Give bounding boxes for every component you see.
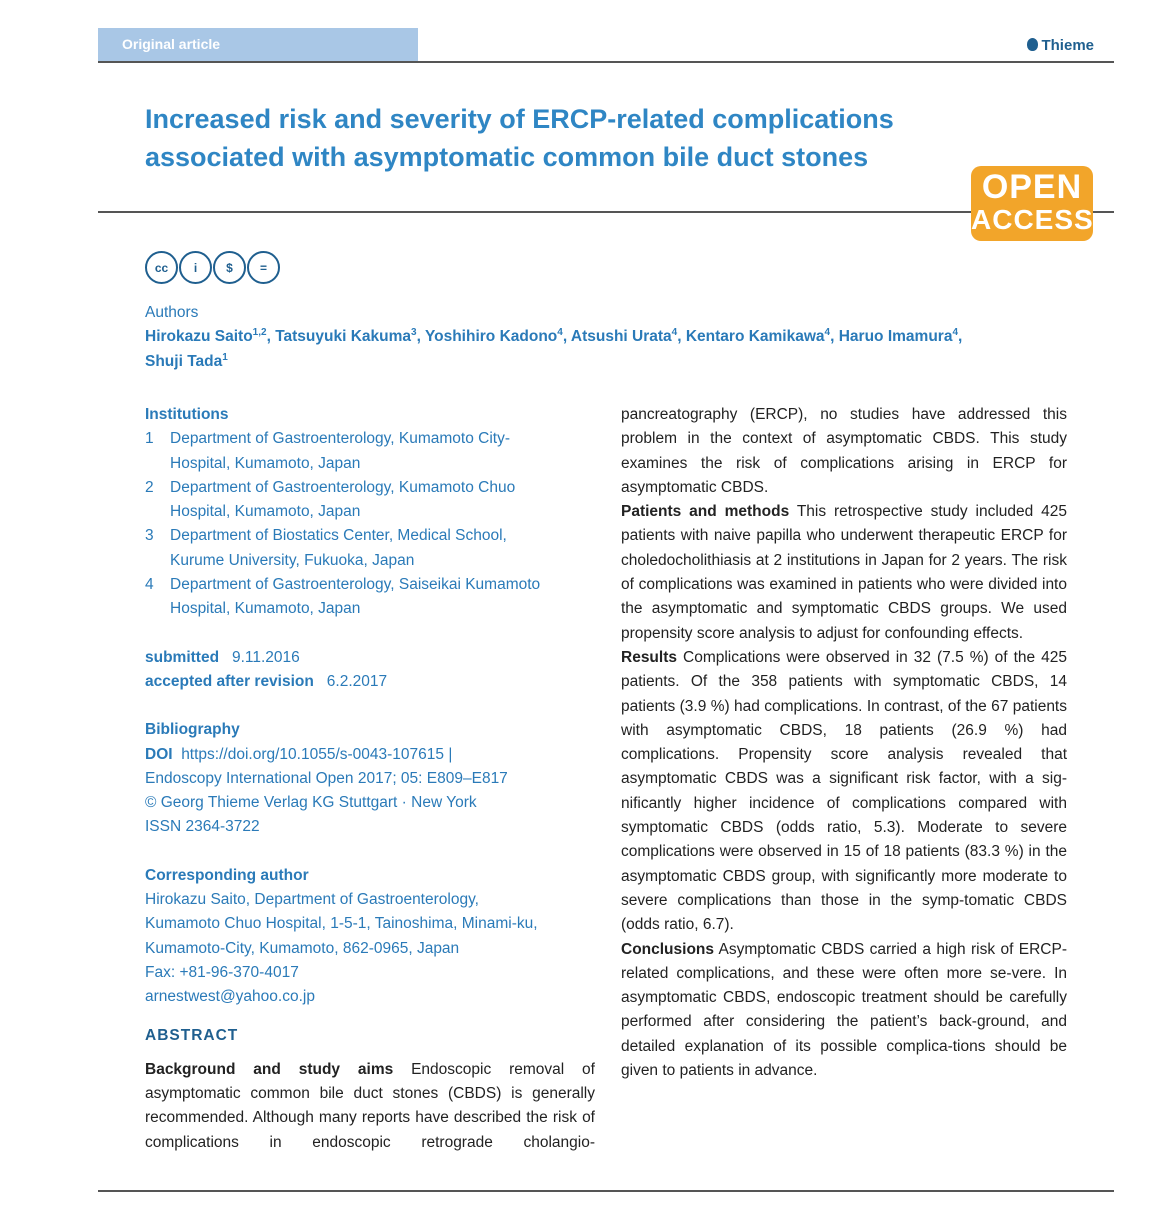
corresponding-email-link[interactable]: arnestwest@yahoo.co.jp: [145, 988, 315, 1006]
publisher-name: Thieme: [1041, 37, 1094, 54]
journal-citation: Endoscopy International Open 2017; 05: E809–E817: [145, 769, 508, 787]
abstract-results: Results Complications were observed in 32 (7.5 %) of the 425 patients. Of the 358 patients with symptomatic CBDS, 14 patients (3.9 %) had complications. In contrast, of the 67 patients with asymptomatic CBDS, 18 patients (26.9 %) had complications. Propensity score analysis revealed that asymptomatic CBDS was a significant risk factor, with a sig-nificantly higher incidence of complications compared with symptomatic CBDS (odds ratio, 5.3). Moderate to severe complications were observed in 15 of 18 patients (83.3 %) in the asymptomatic CBDS group, with significantly more moderate to severe complications than those in the symp-tomatic CBDS (odds ratio, 6.7).: [621, 648, 1067, 934]
section-label: Original article: [122, 36, 221, 52]
title-line-2: associated with asymptomatic common bile duct stones: [145, 142, 869, 172]
institution-item: 3 Department of Biostatics Center, Medical School, Kurume University, Fukuoka, Japan: [145, 527, 507, 569]
institutions-heading: Institutions: [145, 406, 229, 423]
article-title: [145, 100, 1005, 176]
noderivatives-icon: =: [247, 251, 280, 284]
author-name: Tatsuyuki Kakuma: [275, 328, 412, 346]
noncommercial-icon: $: [213, 251, 246, 284]
cc-icon: cc: [145, 251, 178, 284]
right-column: [621, 403, 1067, 1083]
corresponding-line: Kumamoto-City, Kumamoto, 862-0965, Japan: [145, 939, 460, 957]
authors-section: [145, 301, 1055, 374]
author-affiliation: 4: [824, 327, 831, 339]
corresponding-line: Kumamoto Chuo Hospital, 1-5-1, Tainoshima, Minami-ku,: [145, 915, 538, 933]
bibliography-heading: Bibliography: [145, 721, 240, 739]
abstract-background-left: Background and study aims Endoscopic removal of asymptomatic common bile duct stones (CBDS) is generally recommended. Although many reports have described the risk of complications in endoscopic retrograde cholangio-: [145, 1060, 595, 1151]
institution-item: 2 Department of Gastroenterology, Kumamoto Chuo Hospital, Kumamoto, Japan: [145, 478, 516, 521]
open-access-line-1: OPEN: [981, 168, 1083, 206]
issn: ISSN 2364-3722: [145, 818, 260, 836]
abstract-conclusions: Conclusions Asymptomatic CBDS carried a high risk of ERCP-related complications, and these were often more se-vere. In asymptomatic CBDS, endoscopic treatment should be carefully performed after considering the patient’s back-ground, and detailed explanation of its possible complica-tions should be given to patients in advance.: [621, 940, 1067, 1080]
corresponding-fax: Fax: +81-96-370-4017: [145, 963, 299, 981]
author-name: Haruo Imamura: [838, 328, 953, 346]
by-attribution-icon: i: [179, 251, 212, 284]
header-divider: [98, 61, 1114, 63]
open-access-badge: [971, 166, 1093, 241]
institution-item: 4 Department of Gastroenterology, Saiseikai Kumamoto Hospital, Kumamoto, Japan: [145, 576, 541, 618]
author-name: Kentaro Kamikawa: [685, 328, 825, 346]
author-name: Yoshihiro Kadono: [424, 328, 558, 346]
author-affiliation: 3: [411, 327, 417, 339]
thieme-logo-icon: [1027, 38, 1038, 51]
author-affiliation: 1: [222, 351, 228, 363]
title-divider: [98, 211, 1114, 213]
abstract-methods: Patients and methods This retrospective study included 425 patients with naive papilla who underwent therapeutic ERCP for choledocholithiasis at 2 institutions in Japan for 2 years. The risk of complications was examined in patients who were divided into the asymptomatic and symptomatic CBDS groups. We used propensity score analysis to adjust for confounding effects.: [621, 503, 1067, 642]
institution-item: 1 Department of Gastroenterology, Kumamoto City- Hospital, Kumamoto, Japan: [145, 430, 510, 472]
abstract-heading: ABSTRACT: [145, 1026, 239, 1044]
author-affiliation: 1,2: [252, 327, 267, 339]
author-affiliation: 4: [557, 327, 563, 339]
author-name: Atsushi Urata: [570, 328, 672, 346]
doi-line[interactable]: DOI https://doi.org/10.1055/s-0043-107615 |: [145, 745, 453, 763]
publisher-logo: [1027, 37, 1094, 54]
authors-heading: Authors: [145, 304, 199, 321]
corresponding-line: Hirokazu Saito, Department of Gastroenterology,: [145, 891, 479, 909]
author-affiliation: 4: [671, 327, 678, 339]
abstract-background-continued: pancreatography (ERCP), no studies have addressed this problem in the context of asymptomatic CBDS. This study examines the risk of complications arising in ERCP for asymptomatic CBDS.: [621, 406, 1067, 496]
accepted-date: accepted after revision 6.2.2017: [145, 672, 388, 690]
title-line-1: Increased risk and severity of ERCP-related complications: [145, 104, 894, 134]
cc-license-icons: [145, 251, 280, 283]
corresponding-author-heading: Corresponding author: [145, 866, 309, 884]
left-column: [145, 403, 595, 1155]
copyright: © Georg Thieme Verlag KG Stuttgart · New York: [145, 794, 477, 812]
author-affiliation: 4: [952, 327, 958, 339]
doi-link[interactable]: https://doi.org/10.1055/s-0043-107615 |: [181, 745, 453, 763]
authors-list: Hirokazu Saito$^{1,2}$, Tatsuyuki Kakuma$^3$, Yoshihiro Kadono$^4$, Atsushi Urata$^4$, Kentaro Kamikawa$^4$, Haruo Imamura$^4$, Shuji Tada$^1$: [145, 327, 963, 370]
author-name: Shuji Tada: [145, 352, 223, 370]
author-name: Hirokazu Saito: [145, 328, 253, 346]
submitted-date: submitted 9.11.2016: [145, 648, 300, 666]
footer-divider: [98, 1190, 1114, 1192]
open-access-line-2: ACCESS: [971, 204, 1094, 235]
